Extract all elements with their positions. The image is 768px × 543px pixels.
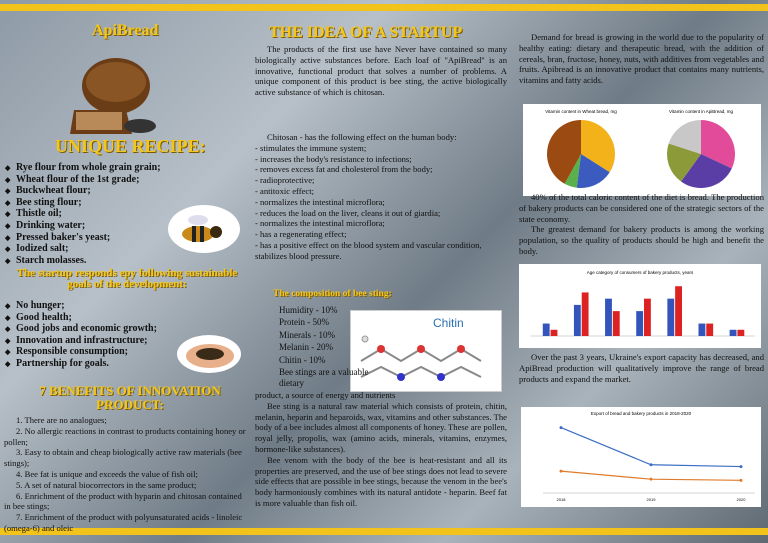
list-item: - reduces the load on the liver, cleans it out of giardia; [255,207,441,218]
list-item: Melanin - 20% [279,342,333,353]
list-item: - increases the body's resistance to infections; [255,153,412,164]
bar [730,330,737,336]
pie1 [547,120,615,188]
list-item: ◆ Thistle oil; [4,208,174,220]
demand-text: Demand for bread is growing in the world due to the popularity of healthy eating: dietary and therapeutic bread, with the addition of cereals, bran, fructose, honey, nuts, with additives from vegetables and fruits. Apibread is an innovative product that contains many nutrients, vitamins and fatty acids. [519,32,764,86]
composition-heading: The composition of bee sting: [273,289,392,299]
middle-column [255,12,513,527]
bees-cont-text: product, a source of energy and nutrients [255,390,396,400]
bars [543,286,744,336]
bar [675,286,682,336]
export-paragraph [519,352,764,384]
bee-image [168,204,240,254]
pie2-title: Vitamin content in ApiBread, mg [669,109,733,114]
venom-text: Bee venom with the body of the bee is heat-resistant and all its properties are preserved, and the use of bee stings does not lead to severe side effects that are possible in bee stings, because the venom in the bee's body harmoniously combines with its natural antidote - heparin. Beef fat is more valuable than fish oil. [255,454,507,508]
data-point [650,463,653,466]
benefits-heading: 7 BENEFITS OF INNOVATION PRODUCT: [39,383,221,412]
list-item: Chitin - 10% [279,354,326,365]
list-item: - has a regenerating effect; [255,229,347,240]
list-item: 3. Easy to obtain and cheap biologically active raw materials (bee stings); [4,447,242,469]
x-tick-label: 2018 [556,497,566,502]
list-item: 7. Enrichment of the product with polyunsaturated acids - linoleic (omega-6) and oleic [4,512,243,533]
bar [543,324,550,336]
list-item: - normalizes the intestinal microflora; [255,218,385,229]
idea-text: The products of the first use have Never have contained so many biologically active substances before. Each loaf of "ApiBread" is an innovative, functional product that solves a number of problems. A unique component of this product is bee sting, the active biologically active substance of which is chitosan. [255,44,507,98]
bar [699,324,706,336]
list-item: ◆ Partnership for goals. [4,358,179,370]
data-point [560,470,563,473]
right-column [515,12,768,527]
demand-paragraph [519,32,764,86]
bar [605,299,612,336]
lines [557,426,747,502]
list-item: - stimulates the immune system; [255,142,367,153]
idea-heading: THE IDEA OF A STARTUP [269,24,463,41]
bar [551,330,558,336]
bees-are-text: Bee stings are a valuable dietary [279,367,369,388]
data-point [560,426,563,429]
list-item: - has a positive effect on the blood system and vascular condition, stabilizes blood pressure. [255,239,482,261]
list-item: 5. A set of natural biocorrectors in the same product; [16,479,197,490]
ingredient-list [4,162,174,266]
list-item: ◆ Innovation and infrastructure; [4,335,179,347]
benefits-list [4,415,248,534]
list-item: ◆ Starch molasses. [4,255,174,267]
list-item: ◆ Iodized salt; [4,243,174,255]
list-item: 1. There are no analogues; [16,415,107,425]
caloric-text: 40% of the total caloric content of the diet is bread. The production of bakery products can be considered one of the strategic sectors of the state economy. [519,192,764,224]
hand-stings-image [176,330,242,374]
list-item: Chitosan - has the following effect on the human body: [267,132,457,142]
list-item: - normalizes the intestinal microflora; [255,196,385,207]
x-tick-label: 2019 [646,497,656,502]
list-item: ◆ Drinking water; [4,220,174,232]
list-item: Protein - 50% [279,317,329,328]
list-item: 2. No allergic reactions in contrast to products containing honey or pollen; [4,425,246,447]
chitin-label: Chitin [433,316,464,330]
vitamin-pie-charts [523,104,761,196]
data-point [650,478,653,481]
list-item: 6. Enrichment of the product with hyparin and chitosan contained in bee stings; [4,490,242,512]
chitosan-effects [255,132,507,262]
pie2 [667,120,735,188]
list-item: ◆ Pressed baker's yeast; [4,232,174,244]
list-item: - removes excess fat and cholesterol from the body; [255,164,433,175]
bread-image [66,52,158,136]
sting-text: Bee sting is a natural raw material which consists of protein, chitin, melanin, heparin and heparoids, wax, vitamins and other substances. The body of a bee includes almost all components of honey. These are pollen, royal jelly, propolis, wax (amino acids, minerals, vitamins, enzymes, hormone-like substances). [255,400,507,454]
bar [574,305,581,336]
list-item: - radioprotective; [255,175,315,186]
app-title: ApiBread [92,22,159,39]
list-item: ◆ Good health; [4,312,179,324]
list-item: ◆ Wheat flour of the 1st grade; [4,174,174,186]
list-item: ◆ Bee sting flour; [4,197,174,209]
bar [582,292,589,336]
bar [706,324,713,336]
list-item: ◆ Rye flour from whole grain grain; [4,162,174,174]
list-item: ◆ No hunger; [4,300,179,312]
data-point [740,465,743,468]
unique-recipe-heading: UNIQUE RECIPE: [55,136,206,156]
bar [636,311,643,336]
export-text: Over the past 3 years, Ukraine's export capacity has decreased, and ApiBread production will qualitatively improve the range of bread products and expand the market. [519,352,764,384]
list-item: ◆ Responsible consumption; [4,346,179,358]
line-title: Export of bread and bakery products in 2018-2020 [590,411,692,416]
chitin-structure-image [350,310,502,392]
left-column [0,12,255,533]
x-tick-label: 2020 [736,497,746,502]
top-accent-bar [0,4,768,11]
bar [644,299,651,336]
data-point [740,479,743,482]
list-item: ◆ Good jobs and economic growth; [4,323,179,335]
list-item: - antitoxic effect; [255,185,315,196]
list-item: 4. Bee fat is unique and exceeds the value of fish oil; [16,468,198,479]
sting-description [255,390,507,509]
list-item: ◆ Buckwheat flour; [4,185,174,197]
list-item: Humidity - 10% [279,305,338,315]
caloric-paragraph [519,192,764,257]
bar [613,311,620,336]
age-bar-chart [519,264,761,348]
bar [737,330,744,336]
goals-heading: The startup responds еру following sustainable goals of the development: [16,267,238,290]
list-item: Minerals - 10% [279,329,335,340]
export-line-chart [521,407,761,507]
bar [667,299,674,336]
greatest-text: The greatest demand for bakery products is among the working population, so the quality of products should be high and benefit the body. [519,224,764,256]
series-line [561,428,741,467]
idea-paragraph [255,44,507,98]
pie1-title: Vitamin content in Wheat bread, mg [545,109,617,114]
bar-title: Age category of consumers of bakery products, years [586,270,694,275]
goals-list [4,300,179,370]
